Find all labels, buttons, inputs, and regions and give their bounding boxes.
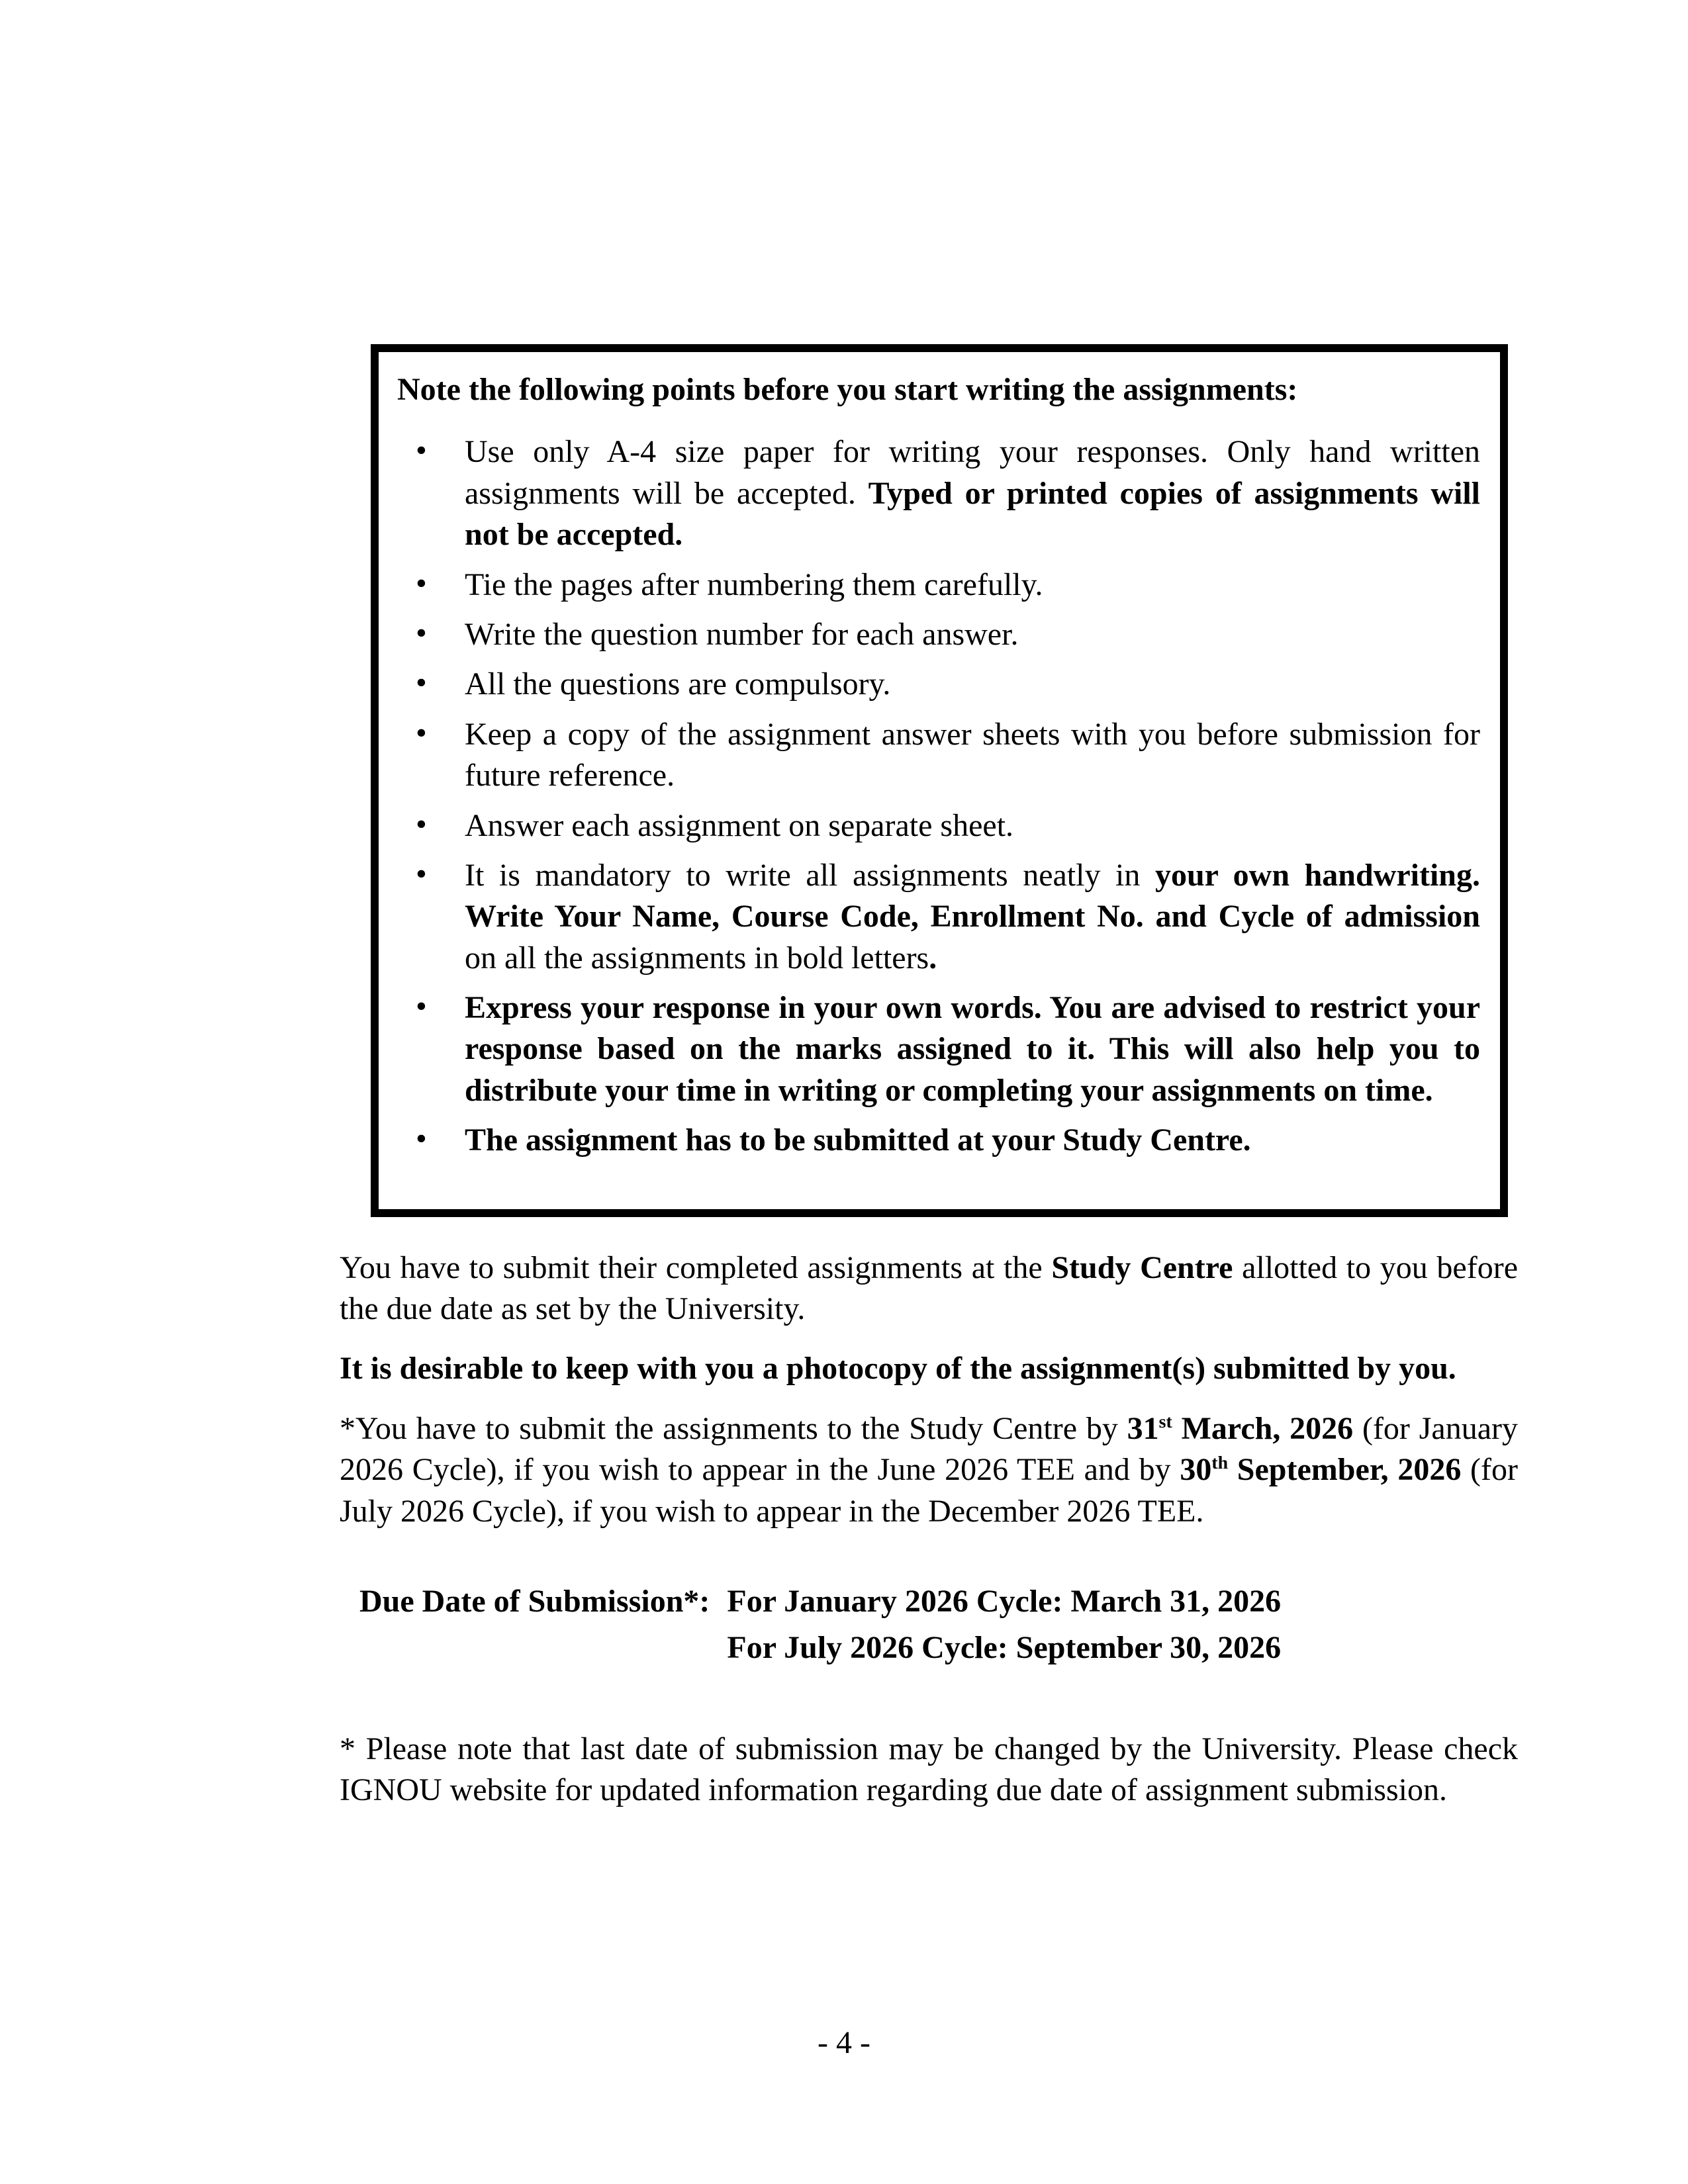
bullet-dot-icon: • — [416, 856, 427, 891]
footnote-date-change-notice: * Please note that last date of submission may be changed by the University. Please check IGNOU website for updated information regarding due date of assignment submission. — [340, 1731, 1518, 1808]
note-list — [397, 432, 1480, 1161]
paragraph-keep-photocopy: It is desirable to keep with you a photocopy of the assignment(s) submitted by you. — [340, 1351, 1456, 1387]
note-bullet-study-centre — [416, 1120, 1480, 1161]
note-bullet-question-number — [416, 614, 1480, 655]
due-date-label: Due Date of Submission*: — [359, 1583, 710, 1619]
page-number: - 4 - — [818, 2025, 870, 2060]
note-bullet-tie-pages — [416, 565, 1480, 606]
bullet-text: The assignment has to be submitted at your Study Centre. — [465, 1122, 1251, 1158]
ordinal-superscript: th — [1211, 1453, 1229, 1474]
note-bullet-keep-copy — [416, 714, 1480, 797]
paragraph-submit-study-centre: You have to submit their completed assignments at the Study Centre allotted to you before the due date as set by the University. — [340, 1250, 1519, 1327]
note-box-title: Note the following points before you start writing the assignments: — [397, 372, 1298, 407]
bullet-text: Express your response in your own words. You are advised to restrict your response based on the marks assigned to it. This will also help you to distribute your time in writing or completing your assignments on time. — [465, 990, 1480, 1108]
bullet-dot-icon: • — [416, 715, 427, 751]
bullet-text: Write the question number for each answer. — [465, 616, 1019, 652]
note-bullet-handwriting — [416, 855, 1480, 979]
bullet-text: All the questions are compulsory. — [465, 666, 891, 702]
document-content — [340, 0, 1518, 1811]
bullet-dot-icon: • — [416, 806, 427, 842]
ordinal-superscript: st — [1158, 1411, 1172, 1432]
bullet-dot-icon: • — [416, 1121, 427, 1157]
note-bullet-own-words — [416, 987, 1480, 1111]
bullet-text: Use only A-4 size paper for writing your responses. Only hand written assignments will be accepted. Typed or printed copies of assignments will not be accepted. — [465, 434, 1480, 553]
note-bullet-separate-sheet — [416, 805, 1480, 846]
bullet-dot-icon: • — [416, 565, 427, 601]
bullet-dot-icon: • — [416, 615, 427, 651]
paragraph-submission-deadlines: *You have to submit the assignments to the Study Centre by 31st March, 2026 (for January 2026 Cycle), if you wish to appear in the June 2026 TEE and by 30th September, 2026 (for July 2026 Cycle), if you wish to appear in the December 2026 TEE. — [340, 1410, 1519, 1529]
due-date-january-cycle: For January 2026 Cycle: March 31, 2026 — [727, 1583, 1282, 1619]
note-bullet-compulsory — [416, 664, 1480, 705]
due-date-lines — [727, 1581, 1281, 1674]
bullet-dot-icon: • — [416, 989, 427, 1024]
bullet-text: Tie the pages after numbering them carefully. — [465, 567, 1043, 602]
bullet-text: Answer each assignment on separate sheet. — [465, 807, 1014, 843]
bullet-dot-icon: • — [416, 433, 427, 469]
bullet-text: Keep a copy of the assignment answer sheets with you before submission for future reference. — [465, 716, 1480, 794]
note-bullet-a4-paper — [416, 432, 1480, 555]
bullet-text: It is mandatory to write all assignments neatly in your own handwriting. Write Your Name, Course Code, Enrollment No. and Cycle of admission on all the assignments in bold letters. — [465, 857, 1480, 976]
due-date-block — [340, 1581, 1518, 1674]
note-box — [371, 344, 1508, 1217]
bullet-dot-icon: • — [416, 665, 427, 701]
due-date-july-cycle: For July 2026 Cycle: September 30, 2026 — [727, 1630, 1282, 1666]
